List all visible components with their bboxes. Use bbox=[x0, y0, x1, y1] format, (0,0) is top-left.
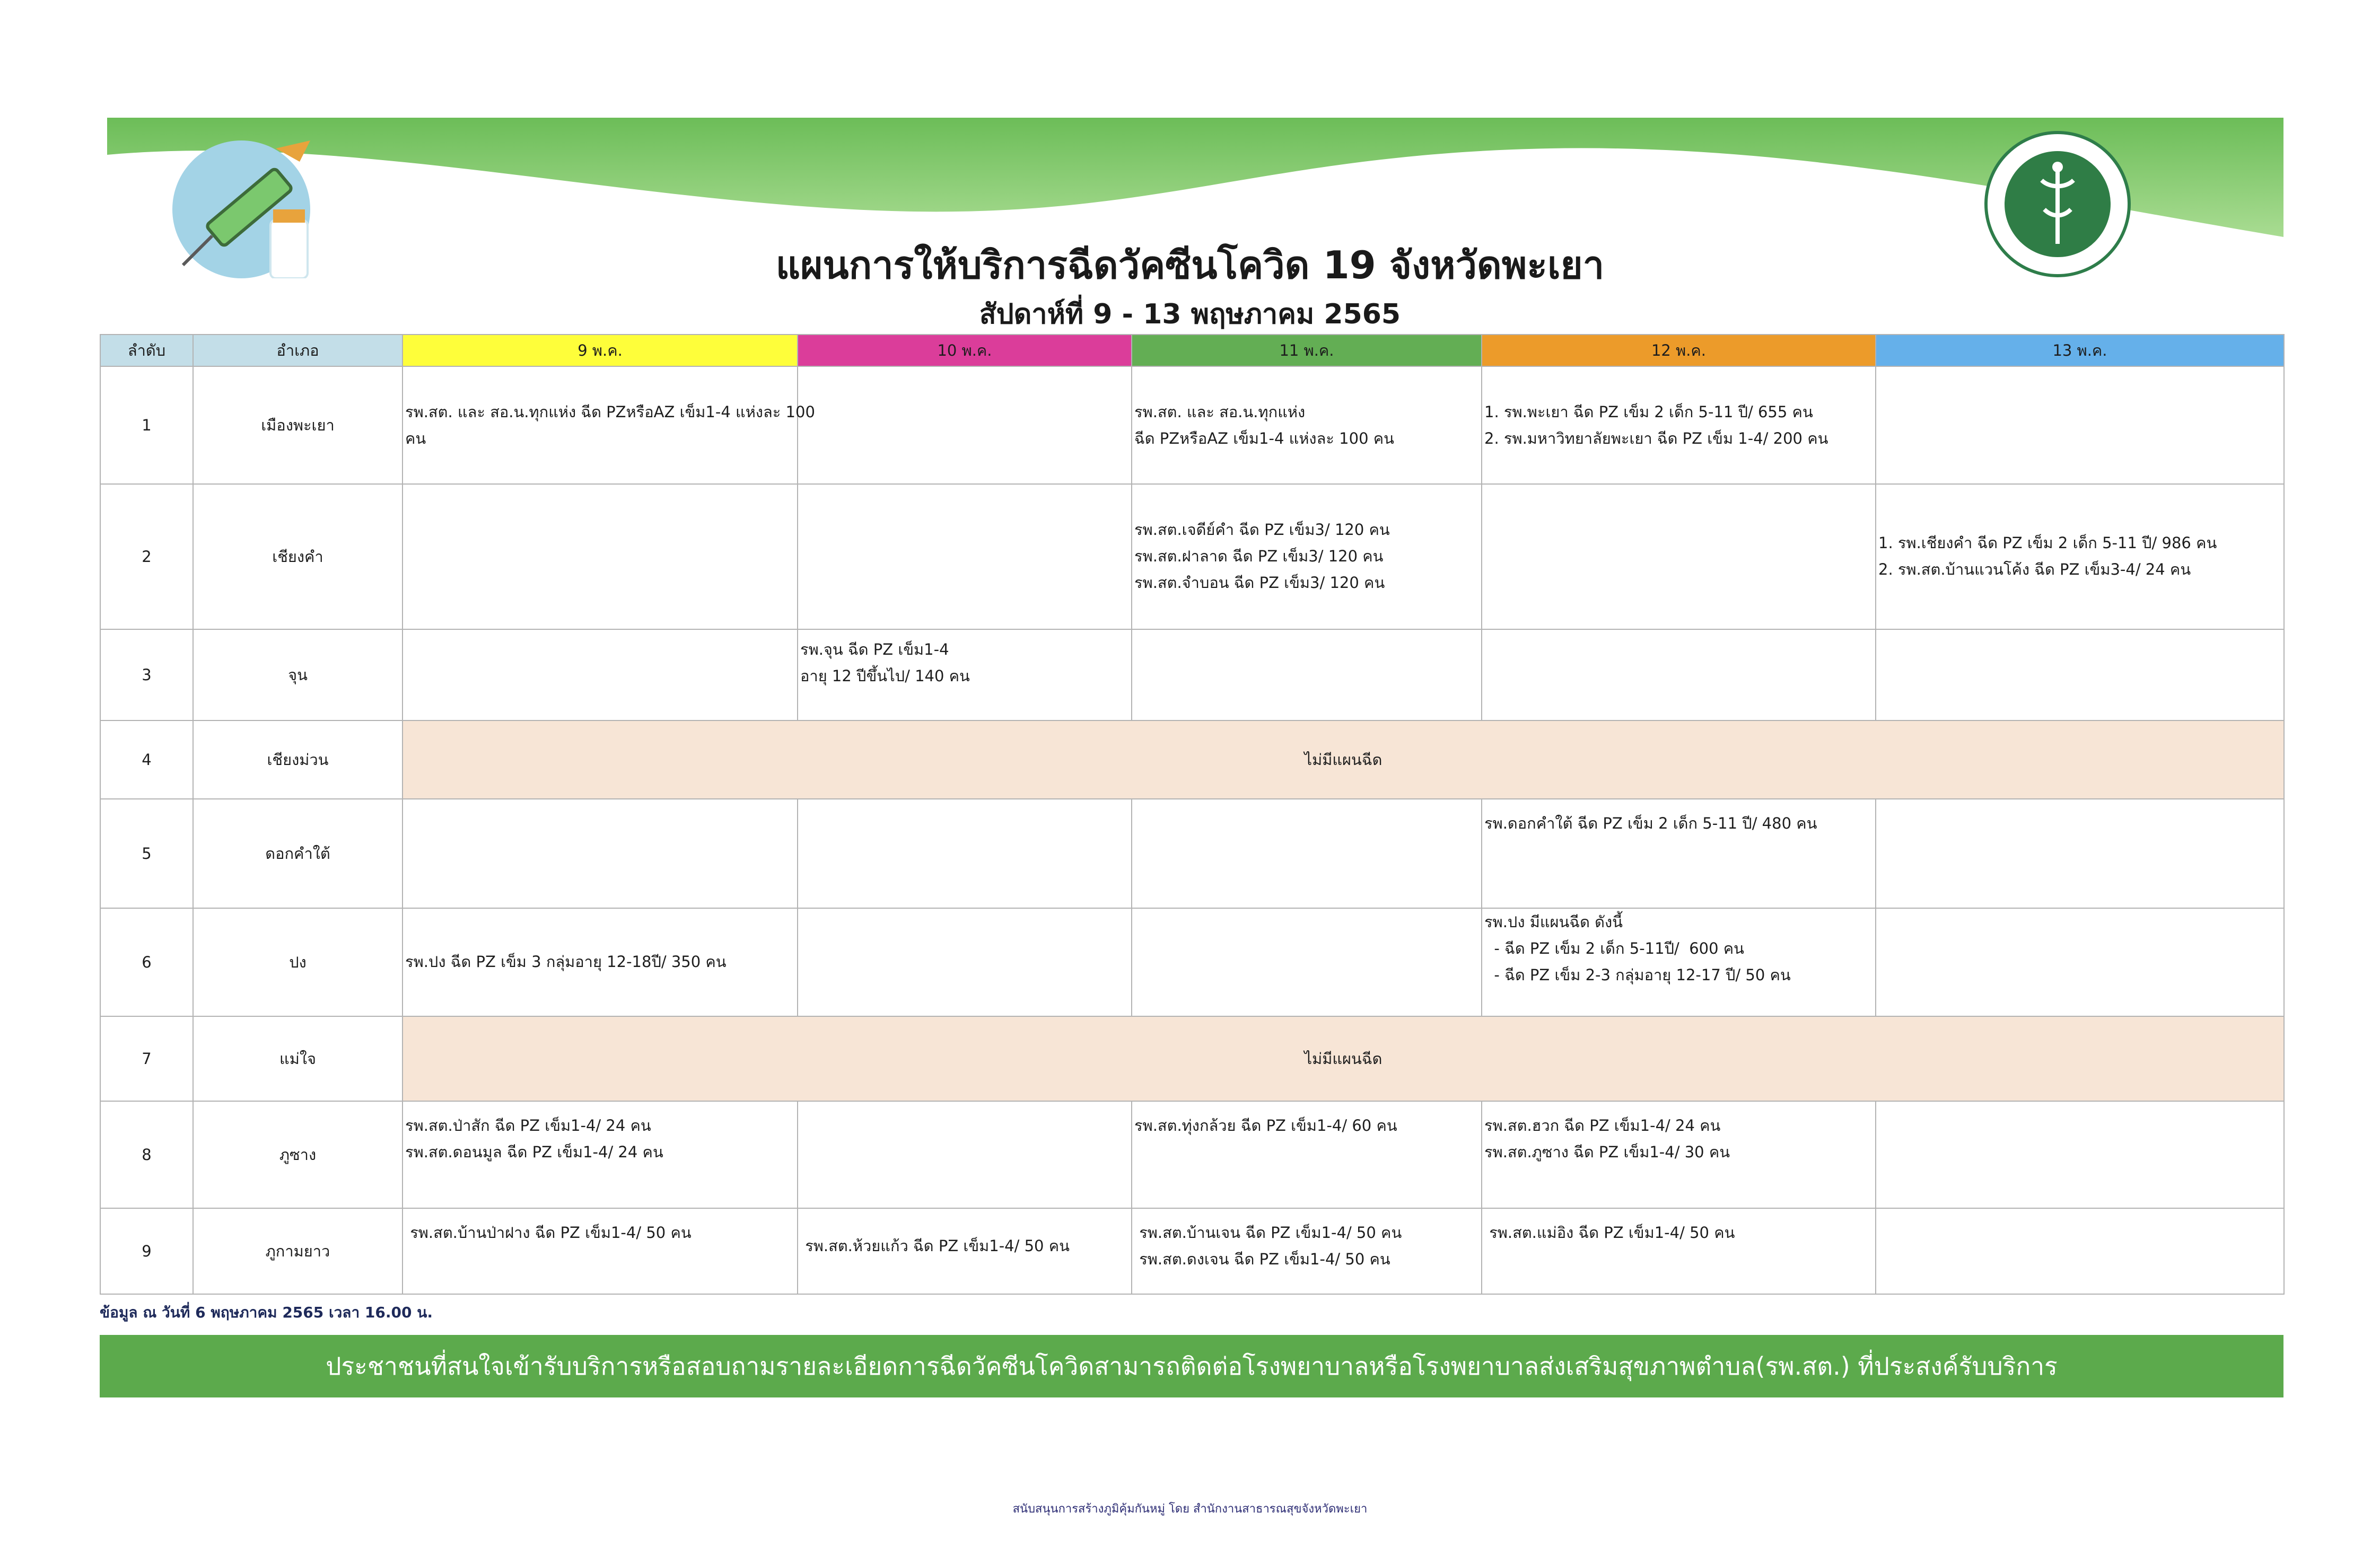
row-no: 9 bbox=[100, 1208, 193, 1294]
table-row bbox=[100, 720, 2284, 799]
row-district: จุน bbox=[193, 629, 402, 720]
cell-day-2 bbox=[798, 908, 1132, 1016]
cell-day-2 bbox=[798, 484, 1132, 629]
table-row bbox=[100, 1016, 2284, 1101]
page-title: แผนการให้บริการฉีดวัคซีนโควิด 19 จังหวัดพะเยา bbox=[775, 243, 1605, 287]
cell-day-1: รพ.สต. และ สอ.น.ทุกแห่ง ฉีด PZหรือAZ เข็ม1-4 แห่งละ 100 คน bbox=[402, 366, 798, 484]
table-row bbox=[100, 799, 2284, 908]
header-day-3: 11 พ.ค. bbox=[1132, 335, 1482, 366]
table-row bbox=[100, 1208, 2284, 1294]
row-district: ภูซาง bbox=[193, 1101, 402, 1208]
cell-day-3 bbox=[1132, 908, 1482, 1016]
page-subtitle: สัปดาห์ที่ 9 - 13 พฤษภาคม 2565 bbox=[979, 298, 1401, 330]
credit-text: สนับสนุนการสร้างภูมิคุ้มกันหมู่ โดย สำนักงานสาธารณสุขจังหวัดพะเยา bbox=[1012, 1502, 1368, 1516]
row-no: 5 bbox=[100, 799, 193, 908]
cell-day-2: รพ.จุน ฉีด PZ เข็ม1-4 อายุ 12 ปีขึ้นไป/ 140 คน bbox=[798, 629, 1132, 720]
row-district: เชียงคำ bbox=[193, 484, 402, 629]
row-no: 2 bbox=[100, 484, 193, 629]
cell-day-5 bbox=[1876, 1208, 2284, 1294]
cell-day-5 bbox=[1876, 799, 2284, 908]
cell-day-1 bbox=[402, 799, 798, 908]
cell-day-5 bbox=[1876, 629, 2284, 720]
row-no: 1 bbox=[100, 366, 193, 484]
header-day-4: 12 พ.ค. bbox=[1482, 335, 1876, 366]
header-day-1: 9 พ.ค. bbox=[402, 335, 798, 366]
row-district: ดอกคำใต้ bbox=[193, 799, 402, 908]
header-day-5: 13 พ.ค. bbox=[1876, 335, 2284, 366]
cell-day-2 bbox=[798, 799, 1132, 908]
cell-day-4 bbox=[1482, 484, 1876, 629]
cell-day-1 bbox=[402, 629, 798, 720]
no-plan-cell: ไม่มีแผนฉีด bbox=[402, 720, 2284, 799]
row-no: 3 bbox=[100, 629, 193, 720]
cell-day-5 bbox=[1876, 908, 2284, 1016]
table-row bbox=[100, 629, 2284, 720]
table-row bbox=[100, 908, 2284, 1016]
cell-day-4 bbox=[1482, 629, 1876, 720]
contact-info-banner: ประชาชนที่สนใจเข้ารับบริการหรือสอบถามรายละเอียดการฉีดวัคซีนโควิดสามารถติดต่อโรงพยาบาลหรือโรงพยาบาลส่งเสริมสุขภาพตำบล(รพ.สต.) ที่ประสงค์รับบริการ bbox=[100, 1335, 2283, 1397]
data-as-of-note: ข้อมูล ณ วันที่ 6 พฤษภาคม 2565 เวลา 16.00 น. bbox=[100, 1304, 433, 1321]
row-no: 8 bbox=[100, 1101, 193, 1208]
cell-day-4: รพ.ดอกคำใต้ ฉีด PZ เข็ม 2 เด็ก 5-11 ปี/ 480 คน bbox=[1482, 799, 1876, 908]
row-no: 7 bbox=[100, 1016, 193, 1101]
cell-day-3 bbox=[1132, 799, 1482, 908]
cell-day-3: รพ.สต.เจดีย์คำ ฉีด PZ เข็ม3/ 120 คน รพ.สต.ฝาลาด ฉีด PZ เข็ม3/ 120 คน รพ.สต.จำบอน ฉีด PZ เข็ม3/ 120 คน bbox=[1132, 484, 1482, 629]
header-day-2: 10 พ.ค. bbox=[798, 335, 1132, 366]
row-district: ภูกามยาว bbox=[193, 1208, 402, 1294]
cell-day-5 bbox=[1876, 366, 2284, 484]
header-district: อำเภอ bbox=[193, 335, 402, 366]
cell-day-4: 1. รพ.พะเยา ฉีด PZ เข็ม 2 เด็ก 5-11 ปี/ 655 คน 2. รพ.มหาวิทยาลัยพะเยา ฉีด PZ เข็ม 1-4/ 200 คน bbox=[1482, 366, 1876, 484]
header-no: ลำดับ bbox=[100, 335, 193, 366]
cell-day-4: รพ.สต.ฮวก ฉีด PZ เข็ม1-4/ 24 คน รพ.สต.ภูซาง ฉีด PZ เข็ม1-4/ 30 คน bbox=[1482, 1101, 1876, 1208]
row-district: ปง bbox=[193, 908, 402, 1016]
table-header-row bbox=[100, 335, 2284, 366]
table-row bbox=[100, 1101, 2284, 1208]
cell-day-2 bbox=[798, 1101, 1132, 1208]
cell-day-4: รพ.ปง มีแผนฉีด ดังนี้ - ฉีด PZ เข็ม 2 เด็ก 5-11ปี/ 600 คน - ฉีด PZ เข็ม 2-3 กลุ่มอายุ 12-17 ปี/ 50 คน bbox=[1482, 908, 1876, 1016]
header-banner bbox=[107, 118, 2283, 240]
row-district: แม่ใจ bbox=[193, 1016, 402, 1101]
cell-day-4: รพ.สต.แม่อิง ฉีด PZ เข็ม1-4/ 50 คน bbox=[1482, 1208, 1876, 1294]
cell-day-3: รพ.สต.ทุ่งกล้วย ฉีด PZ เข็ม1-4/ 60 คน bbox=[1132, 1101, 1482, 1208]
table-row bbox=[100, 366, 2284, 484]
cell-day-3: รพ.สต.บ้านเจน ฉีด PZ เข็ม1-4/ 50 คน รพ.สต.ดงเจน ฉีด PZ เข็ม1-4/ 50 คน bbox=[1132, 1208, 1482, 1294]
cell-day-1: รพ.ปง ฉีด PZ เข็ม 3 กลุ่มอายุ 12-18ปี/ 350 คน bbox=[402, 908, 798, 1016]
cell-day-1 bbox=[402, 484, 798, 629]
row-district: เมืองพะเยา bbox=[193, 366, 402, 484]
cell-day-3 bbox=[1132, 629, 1482, 720]
row-no: 4 bbox=[100, 720, 193, 799]
cell-day-2: รพ.สต.ห้วยแก้ว ฉีด PZ เข็ม1-4/ 50 คน bbox=[798, 1208, 1132, 1294]
cell-day-1: รพ.สต.ป่าสัก ฉีด PZ เข็ม1-4/ 24 คน รพ.สต.ดอนมูล ฉีด PZ เข็ม1-4/ 24 คน bbox=[402, 1101, 798, 1208]
row-no: 6 bbox=[100, 908, 193, 1016]
table-row bbox=[100, 484, 2284, 629]
cell-day-5 bbox=[1876, 1101, 2284, 1208]
vaccination-schedule-table bbox=[100, 334, 2285, 1295]
cell-day-5: 1. รพ.เชียงคำ ฉีด PZ เข็ม 2 เด็ก 5-11 ปี/ 986 คน 2. รพ.สต.บ้านแวนโค้ง ฉีด PZ เข็ม3-4/ 24 คน bbox=[1876, 484, 2284, 629]
cell-day-1: รพ.สต.บ้านป่าฝาง ฉีด PZ เข็ม1-4/ 50 คน bbox=[402, 1208, 798, 1294]
cell-day-2 bbox=[798, 366, 1132, 484]
cell-day-3: รพ.สต. และ สอ.น.ทุกแห่ง ฉีด PZหรือAZ เข็ม1-4 แห่งละ 100 คน bbox=[1132, 366, 1482, 484]
no-plan-cell: ไม่มีแผนฉีด bbox=[402, 1016, 2284, 1101]
row-district: เชียงม่วน bbox=[193, 720, 402, 799]
